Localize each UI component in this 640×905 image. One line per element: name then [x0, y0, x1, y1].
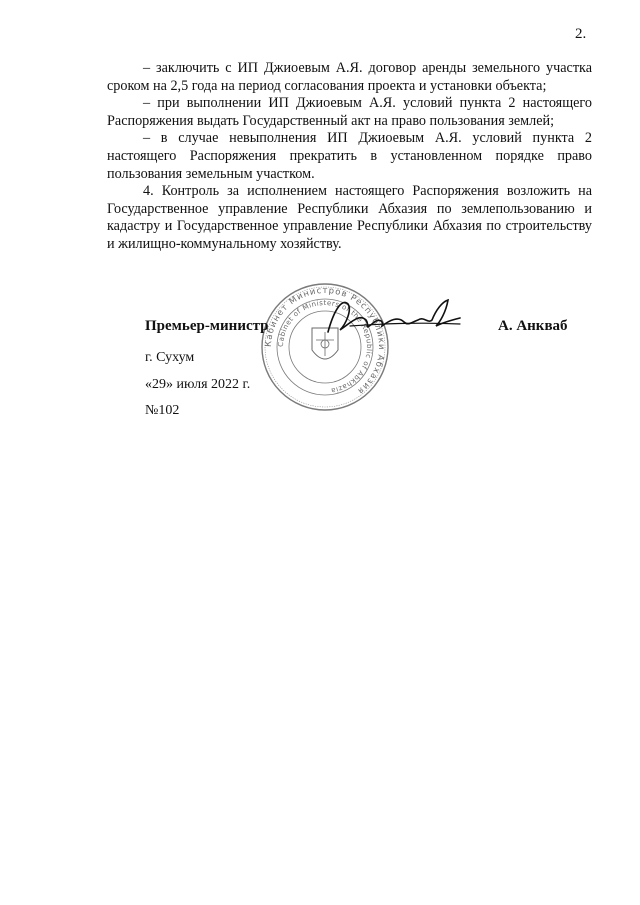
- paragraph-control: 4. Контроль за исполнением настоящего Распоряжения возложить на Государственное управление Республики Абхазия по землепользованию и кадастру и Государственное управление Республики Абхазия по строительству и жилищно-коммунальному хозяйству.: [107, 183, 592, 252]
- seal-text-ru: Кабинет Министров Республики Абхазия: [263, 285, 387, 397]
- document-body: [107, 60, 592, 254]
- seal-text-en: Cabinet of Ministers of the Republic of Abkhazia: [276, 298, 374, 395]
- paragraph-state-act: – при выполнении ИП Джиоевым А.Я. условий пункта 2 настоящего Распоряжения выдать Государственный акт на право пользования землей;: [107, 95, 592, 129]
- handwritten-signature-icon: [320, 290, 470, 345]
- document-number: №102: [145, 403, 180, 418]
- paragraph-lease: – заключить с ИП Джиоевым А.Я. договор аренды земельного участка сроком на 2,5 года на период согласования проекта и установки объекта;: [107, 60, 592, 94]
- document-place: г. Сухум: [145, 350, 195, 365]
- document-date: «29» июля 2022 г.: [145, 377, 251, 392]
- page-number: 2.: [575, 26, 587, 42]
- signatory-title: Премьер-министр: [145, 318, 269, 334]
- svg-text:Кабинет Министров Республики А: [264, 286, 386, 396]
- official-seal-icon: [260, 282, 390, 412]
- signatory-name: А. Анкваб: [498, 318, 568, 334]
- paragraph-termination: – в случае невыполнения ИП Джиоевым А.Я. условий пункта 2 настоящего Распоряжения прекратить в установленном порядке право пользования земельным участком.: [107, 130, 592, 182]
- svg-text:Cabinet of Ministers of the Re: [277, 299, 373, 395]
